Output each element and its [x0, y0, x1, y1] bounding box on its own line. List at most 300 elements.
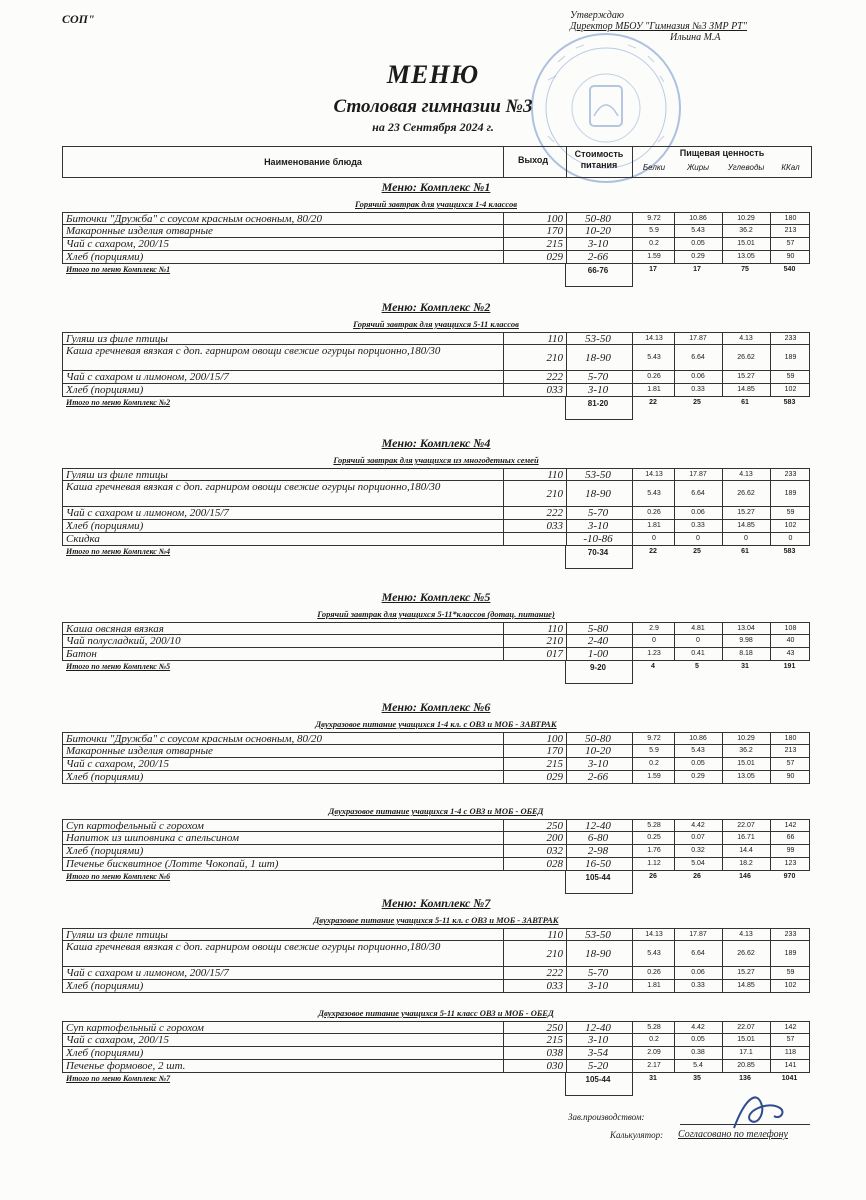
fat-value: 0.06	[691, 509, 705, 516]
protein-value: 1.23	[647, 650, 661, 657]
dish-output: 032	[546, 845, 563, 857]
dish-output: 033	[546, 384, 563, 396]
kcal-value: 142	[784, 822, 797, 829]
total-protein: 31	[649, 1075, 657, 1082]
fat-value: 4.81	[691, 625, 705, 632]
block-subtitle: Двухразовое питание учащихся 1-4 кл. с ОВЗ и МОБ - ЗАВТРАК	[315, 719, 557, 729]
protein-value: 0.2	[649, 240, 659, 247]
dish-name: Хлеб (порциями)	[66, 1047, 144, 1059]
fat-value: 6.64	[691, 354, 705, 361]
carbs-value: 20.85	[737, 1062, 755, 1069]
protein-value: 5.9	[649, 747, 659, 754]
block-subtitle: Горячий завтрак для учащихся 5-11*классов (дотац. питание)	[317, 609, 555, 619]
total-fat: 17	[693, 266, 701, 273]
carbs-value: 15.01	[737, 240, 755, 247]
dish-price: 3-10	[587, 520, 609, 532]
dish-name: Напиток из шиповника с апельсином	[66, 832, 239, 844]
carbs-value: 15.27	[737, 509, 755, 516]
protein-value: 5.9	[649, 227, 659, 234]
dish-name: Каша гречневая вязкая с доп. гарниром овощи свежие огурцы порционно,180/30	[66, 481, 441, 493]
fat-value: 4.42	[691, 822, 705, 829]
total-kcal: 970	[783, 873, 796, 880]
dish-output: 210	[546, 488, 563, 500]
total-label: Итого по меню Комплекс №7	[66, 1074, 171, 1083]
fat-value: 0.05	[691, 240, 705, 247]
protein-value: 0.25	[647, 834, 661, 841]
protein-value: 5.28	[647, 822, 661, 829]
table-row	[62, 771, 810, 784]
dish-output: 222	[546, 507, 563, 519]
dish-price: 18-90	[585, 352, 611, 364]
dish-name: Хлеб (порциями)	[66, 520, 144, 532]
carbs-value: 8.18	[739, 650, 753, 657]
dish-name: Скидка	[66, 533, 100, 545]
dish-output: 033	[546, 520, 563, 532]
protein-value: 14.13	[645, 335, 663, 342]
col-price: Стоимость питания	[574, 149, 624, 170]
fat-value: 17.87	[689, 931, 707, 938]
total-row	[62, 1074, 810, 1086]
dish-price: 53-50	[585, 929, 611, 941]
dish-output: 170	[546, 225, 563, 237]
dish-name: Печенье формовое, 2 шт.	[66, 1060, 186, 1072]
carbs-value: 9.98	[739, 637, 753, 644]
fat-value: 6.64	[691, 490, 705, 497]
dish-price: 12-40	[585, 820, 611, 832]
carbs-value: 22.07	[737, 1024, 755, 1031]
table-row	[62, 745, 810, 758]
dish-name: Каша гречневая вязкая с доп. гарниром овощи свежие огурцы порционно,180/30	[66, 345, 441, 357]
protein-value: 0.26	[647, 509, 661, 516]
kcal-value: 57	[786, 240, 795, 247]
total-fat: 35	[693, 1075, 701, 1082]
dish-output: 170	[546, 745, 563, 757]
col-output: Выход	[517, 155, 549, 165]
kcal-value: 43	[786, 650, 795, 657]
dish-output: 017	[546, 648, 563, 660]
carbs-value: 4.13	[739, 931, 753, 938]
block-subtitle: Двухразовое питание учащихся 5-11 кл. с ОВЗ и МОБ - ЗАВТРАК	[313, 915, 559, 925]
kcal-value: 102	[784, 522, 797, 529]
dish-name: Чай с сахаром и лимоном, 200/15/7	[66, 967, 229, 979]
dish-name: Хлеб (порциями)	[66, 384, 144, 396]
protein-value: 5.43	[647, 354, 661, 361]
protein-value: 5.43	[647, 490, 661, 497]
dish-output: 110	[547, 623, 563, 635]
dish-price: 53-50	[585, 469, 611, 481]
dish-name: Гуляш из филе птицы	[66, 929, 168, 941]
dish-price: 6-80	[587, 832, 609, 844]
protein-value: 2.09	[647, 1049, 661, 1056]
table-row	[62, 845, 810, 858]
total-protein: 4	[651, 663, 655, 670]
carbs-value: 14.4	[739, 847, 753, 854]
dish-name: Суп картофельный с горохом	[66, 1022, 204, 1034]
col-kcal: ККал	[781, 163, 800, 172]
kcal-value: 189	[784, 490, 797, 497]
total-label: Итого по меню Комплекс №4	[66, 547, 171, 556]
dish-output: 028	[546, 858, 563, 870]
kcal-value: 189	[784, 950, 797, 957]
table-row	[62, 858, 810, 871]
dish-name: Чай с сахаром, 200/15	[66, 1034, 169, 1046]
section-title: Меню: Комплекс №5	[381, 590, 491, 604]
carbs-value: 15.01	[737, 760, 755, 767]
kcal-value: 189	[784, 354, 797, 361]
dish-price: 50-80	[585, 733, 611, 745]
carbs-value: 15.01	[737, 1036, 755, 1043]
protein-value: 1.81	[647, 386, 661, 393]
organization-name: СОП"	[62, 12, 95, 26]
kcal-value: 123	[784, 860, 797, 867]
menu-date: на 23 Сентября 2024 г.	[372, 120, 494, 134]
dish-output: 215	[546, 1034, 563, 1046]
kcal-value: 90	[786, 773, 795, 780]
dish-output: 222	[546, 967, 563, 979]
table-row	[62, 533, 810, 546]
carbs-value: 26.62	[737, 354, 755, 361]
protein-value: 1.81	[647, 982, 661, 989]
kcal-value: 108	[784, 625, 797, 632]
protein-value: 0.2	[649, 1036, 659, 1043]
fat-value: 17.87	[689, 335, 707, 342]
table-row	[62, 384, 810, 397]
total-carbs: 146	[739, 873, 751, 880]
total-kcal: 583	[783, 548, 796, 555]
section-title: Меню: Комплекс №1	[381, 180, 491, 194]
fat-value: 0	[696, 535, 700, 542]
protein-value: 0.26	[647, 373, 661, 380]
kcal-value: 0	[788, 535, 793, 542]
dish-name: Каша овсяная вязкая	[66, 623, 164, 635]
table-row	[62, 345, 810, 371]
fat-value: 0	[696, 637, 700, 644]
dish-price: -10-86	[583, 533, 613, 545]
kcal-value: 57	[786, 1036, 795, 1043]
total-price: 66-76	[587, 266, 609, 275]
total-row	[62, 547, 810, 559]
carbs-value: 14.85	[737, 386, 755, 393]
table-row	[62, 238, 810, 251]
protein-value: 5.28	[647, 1024, 661, 1031]
dish-output: 100	[546, 733, 563, 745]
dish-name: Хлеб (порциями)	[66, 845, 144, 857]
fat-value: 0.33	[691, 386, 705, 393]
fat-value: 0.05	[691, 1036, 705, 1043]
table-row	[62, 832, 810, 845]
dish-output: 222	[546, 371, 563, 383]
carbs-value: 13.05	[737, 773, 755, 780]
dish-output: 250	[546, 820, 563, 832]
kcal-value: 99	[786, 847, 795, 854]
dish-price: 5-70	[587, 967, 609, 979]
dish-price: 2-40	[587, 635, 609, 647]
total-label: Итого по меню Комплекс №6	[66, 872, 171, 881]
block-subtitle: Горячий завтрак для учащихся из многодетных семей	[333, 455, 539, 465]
dish-output: 210	[546, 352, 563, 364]
table-row	[62, 980, 810, 993]
fat-value: 5.4	[693, 1062, 703, 1069]
protein-value: 2.9	[649, 625, 659, 632]
total-price: 105-44	[585, 873, 611, 882]
kcal-value: 141	[784, 1062, 797, 1069]
total-row	[62, 398, 810, 410]
col-nutrition: Пищевая ценность	[679, 148, 765, 158]
dish-price: 10-20	[585, 225, 611, 237]
kcal-value: 57	[786, 760, 795, 767]
fat-value: 5.43	[691, 747, 705, 754]
protein-value: 1.12	[647, 860, 661, 867]
table-row	[62, 332, 810, 345]
document-title: МЕНЮ	[386, 60, 480, 89]
section-title: Меню: Комплекс №6	[381, 700, 491, 714]
fat-value: 10.86	[689, 215, 707, 222]
fat-value: 4.42	[691, 1024, 705, 1031]
dish-name: Хлеб (порциями)	[66, 251, 144, 263]
kcal-value: 102	[784, 386, 797, 393]
table-row	[62, 1060, 810, 1073]
total-protein: 17	[649, 266, 657, 273]
table-row	[62, 819, 810, 832]
dish-name: Хлеб (порциями)	[66, 980, 144, 992]
block-subtitle: Двухразовое питание учащихся 1-4 с ОВЗ и МОБ - ОБЕД	[328, 806, 544, 816]
block-subtitle: Горячий завтрак для учащихся 1-4 классов	[354, 199, 518, 209]
dish-output: 029	[546, 771, 563, 783]
protein-value: 0	[652, 637, 656, 644]
kcal-value: 233	[784, 931, 797, 938]
dish-output: 250	[546, 1022, 563, 1034]
total-kcal: 1041	[781, 1075, 798, 1082]
fat-value: 0.38	[691, 1049, 705, 1056]
protein-value: 0.26	[647, 969, 661, 976]
table-row	[62, 1034, 810, 1047]
dish-price: 3-10	[587, 1034, 609, 1046]
carbs-value: 26.62	[737, 490, 755, 497]
dish-price: 16-50	[585, 858, 611, 870]
dish-price: 1-00	[587, 648, 609, 660]
carbs-value: 13.05	[737, 253, 755, 260]
carbs-value: 14.85	[737, 982, 755, 989]
carbs-value: 26.62	[737, 950, 755, 957]
dish-price: 5-80	[587, 623, 609, 635]
total-fat: 5	[695, 663, 699, 670]
fat-value: 0.06	[691, 969, 705, 976]
table-row	[62, 507, 810, 520]
carbs-value: 10.29	[737, 735, 755, 742]
table-row	[62, 758, 810, 771]
table-row	[62, 371, 810, 384]
total-carbs: 136	[739, 1075, 751, 1082]
total-kcal: 540	[783, 266, 796, 273]
dish-price: 5-70	[587, 371, 609, 383]
dish-price: 5-70	[587, 507, 609, 519]
dish-price: 2-66	[587, 771, 609, 783]
protein-value: 9.72	[647, 215, 661, 222]
approve-position: Директор МБОУ "Гимназия №3 ЗМР РТ"	[570, 21, 747, 32]
fat-value: 5.04	[691, 860, 705, 867]
carbs-value: 36.2	[739, 227, 753, 234]
kcal-value: 213	[784, 747, 797, 754]
kcal-value: 102	[784, 982, 797, 989]
total-price: 70-34	[587, 548, 609, 557]
carbs-value: 17.1	[739, 1049, 753, 1056]
protein-value: 1.59	[647, 253, 661, 260]
dish-output: 215	[546, 758, 563, 770]
dish-output: 110	[547, 333, 563, 345]
dish-name: Батон	[66, 648, 97, 660]
fat-value: 0.05	[691, 760, 705, 767]
carbs-value: 22.07	[737, 822, 755, 829]
block-subtitle: Горячий завтрак для учащихся 5-11 классов	[353, 319, 519, 329]
col-fat: Жиры	[686, 163, 710, 172]
dish-output: 110	[547, 929, 563, 941]
table-row	[62, 251, 810, 264]
carbs-value: 4.13	[739, 335, 753, 342]
approve-name: Ильина М.А	[670, 32, 721, 43]
kcal-value: 213	[784, 227, 797, 234]
dish-price: 10-20	[585, 745, 611, 757]
total-price: 105-44	[585, 1075, 611, 1084]
table-row	[62, 468, 810, 481]
dish-price: 50-80	[585, 213, 611, 225]
kcal-value: 233	[784, 471, 797, 478]
approve-title: Утверждаю	[570, 10, 624, 21]
dish-price: 3-10	[587, 384, 609, 396]
table-row	[62, 520, 810, 533]
section-title: Меню: Комплекс №7	[381, 896, 491, 910]
total-fat: 25	[693, 399, 701, 406]
dish-name: Хлеб (порциями)	[66, 771, 144, 783]
table-row	[62, 212, 810, 225]
fat-value: 0.29	[691, 773, 705, 780]
table-header	[62, 146, 812, 178]
dish-output: 029	[546, 251, 563, 263]
kcal-value: 59	[786, 373, 795, 380]
dish-output: 038	[546, 1047, 563, 1059]
section-title: Меню: Комплекс №4	[381, 436, 491, 450]
total-fat: 25	[693, 548, 701, 555]
carbs-value: 15.27	[737, 969, 755, 976]
table-row	[62, 928, 810, 941]
dish-price: 18-90	[585, 488, 611, 500]
dish-name: Чай с сахаром, 200/15	[66, 238, 169, 250]
dish-output: 110	[547, 469, 563, 481]
kcal-value: 40	[786, 637, 795, 644]
fat-value: 0.07	[691, 834, 705, 841]
fat-value: 0.29	[691, 253, 705, 260]
dish-price: 18-90	[585, 948, 611, 960]
dish-output: 033	[546, 980, 563, 992]
calc-label: Калькулятор:	[610, 1130, 664, 1140]
dish-name: Чай с сахаром и лимоном, 200/15/7	[66, 371, 229, 383]
carbs-value: 18.2	[739, 860, 753, 867]
carbs-value: 16.71	[737, 834, 755, 841]
carbs-value: 36.2	[739, 747, 753, 754]
total-protein: 26	[649, 873, 657, 880]
fat-value: 0.33	[691, 522, 705, 529]
dish-price: 3-54	[587, 1047, 609, 1059]
protein-value: 1.81	[647, 522, 661, 529]
section-title: Меню: Комплекс №2	[381, 300, 491, 314]
dish-name: Гуляш из филе птицы	[66, 333, 168, 345]
total-row	[62, 265, 810, 277]
dish-output: 200	[546, 832, 563, 844]
total-carbs: 31	[741, 663, 749, 670]
dish-name: Макаронные изделия отварные	[66, 225, 213, 237]
total-row	[62, 872, 810, 884]
dish-name: Суп картофельный с горохом	[66, 820, 204, 832]
table-row	[62, 225, 810, 238]
table-row	[62, 941, 810, 967]
total-label: Итого по меню Комплекс №5	[66, 662, 171, 671]
dish-price: 2-98	[587, 845, 609, 857]
total-fat: 26	[693, 873, 701, 880]
protein-value: 5.43	[647, 950, 661, 957]
block-subtitle: Двухразовое питание учащихся 5-11 класс ОВЗ и МОБ - ОБЕД	[318, 1008, 554, 1018]
dish-price: 5-20	[587, 1060, 609, 1072]
dish-name: Чай с сахаром и лимоном, 200/15/7	[66, 507, 229, 519]
table-row	[62, 622, 810, 635]
carbs-value: 4.13	[739, 471, 753, 478]
total-label: Итого по меню Комплекс №2	[66, 398, 171, 407]
col-carbs: Углеводы	[727, 163, 765, 172]
protein-value: 14.13	[645, 931, 663, 938]
dish-price: 3-10	[587, 758, 609, 770]
dish-output: 210	[546, 948, 563, 960]
kcal-value: 233	[784, 335, 797, 342]
fat-value: 0.41	[691, 650, 705, 657]
col-dish-name: Наименование блюда	[264, 157, 362, 167]
table-row	[62, 967, 810, 980]
col-protein: Белки	[642, 163, 666, 172]
dish-price: 3-10	[587, 238, 609, 250]
carbs-value: 0	[744, 535, 748, 542]
dish-name: Каша гречневая вязкая с доп. гарниром овощи свежие огурцы порционно,180/30	[66, 941, 441, 953]
table-row	[62, 732, 810, 745]
carbs-value: 10.29	[737, 215, 755, 222]
protein-value: 14.13	[645, 471, 663, 478]
canteen-name: Столовая гимназии №3	[333, 96, 533, 117]
dish-name: Макаронные изделия отварные	[66, 745, 213, 757]
dish-output: 030	[546, 1060, 563, 1072]
table-row	[62, 481, 810, 507]
total-label: Итого по меню Комплекс №1	[66, 265, 171, 274]
dish-price: 12-40	[585, 1022, 611, 1034]
fat-value: 5.43	[691, 227, 705, 234]
dish-price: 53-50	[585, 333, 611, 345]
fat-value: 10.86	[689, 735, 707, 742]
dish-name: Печенье бисквитное (Лотте Чокопай, 1 шт)	[66, 858, 279, 870]
total-carbs: 75	[741, 266, 749, 273]
kcal-value: 180	[784, 735, 797, 742]
kcal-value: 142	[784, 1024, 797, 1031]
dish-name: Биточки "Дружба" с соусом красным основным, 80/20	[66, 733, 323, 745]
fat-value: 0.32	[691, 847, 705, 854]
total-protein: 22	[649, 399, 657, 406]
total-price: 9-20	[589, 663, 606, 672]
total-kcal: 191	[783, 663, 796, 670]
dish-output: 210	[546, 635, 563, 647]
dish-name: Чай полусладкий, 200/10	[66, 635, 181, 647]
kcal-value: 90	[786, 253, 795, 260]
protein-value: 9.72	[647, 735, 661, 742]
protein-value: 2.17	[647, 1062, 661, 1069]
dish-name: Биточки "Дружба" с соусом красным основным, 80/20	[66, 213, 323, 225]
protein-value: 1.59	[647, 773, 661, 780]
table-row	[62, 1021, 810, 1034]
carbs-value: 14.85	[737, 522, 755, 529]
protein-value: 0.2	[649, 760, 659, 767]
